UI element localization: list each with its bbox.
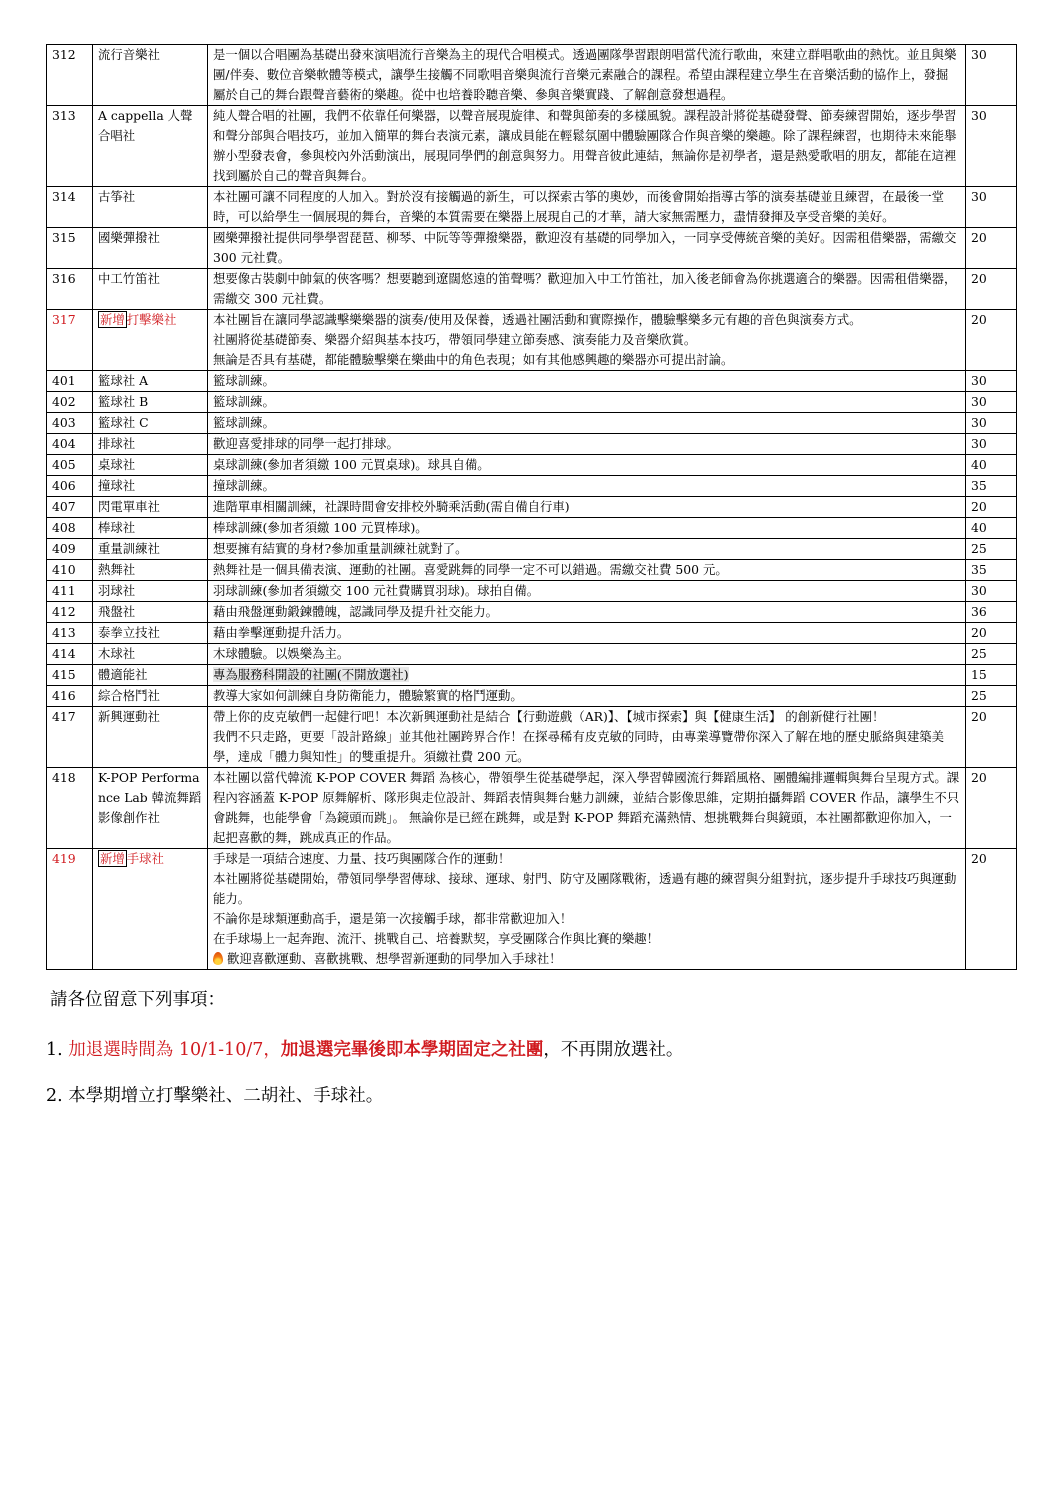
club-description	[208, 228, 966, 269]
description-paragraph	[213, 330, 960, 350]
club-name: 中工竹笛社	[98, 271, 160, 286]
description-paragraph	[213, 518, 960, 538]
description-paragraph	[213, 665, 960, 685]
description-text: 專為服務科開設的社團(不開放選社)	[213, 667, 409, 682]
description-paragraph	[213, 45, 960, 105]
note-1-number: 1.	[46, 1040, 63, 1060]
table-row	[47, 707, 1017, 768]
club-name-cell	[93, 707, 208, 768]
description-paragraph	[213, 497, 960, 517]
club-name: 飛盤社	[98, 604, 136, 619]
club-code: 407	[47, 497, 93, 518]
club-capacity: 20	[966, 623, 1017, 644]
description-paragraph	[213, 849, 960, 869]
club-table	[46, 44, 1017, 970]
description-paragraph	[213, 539, 960, 559]
description-paragraph	[213, 929, 960, 949]
club-capacity: 30	[966, 187, 1017, 228]
club-capacity: 15	[966, 665, 1017, 686]
table-row	[47, 434, 1017, 455]
description-text: 在手球場上一起奔跑、流汗、挑戰自己、培養默契，享受團隊合作與比賽的樂趣！	[213, 931, 660, 946]
club-description	[208, 602, 966, 623]
description-text: 是一個以合唱團為基礎出發來演唱流行音樂為主的現代合唱模式。透過團隊學習跟朗唱當代流行歌曲，來建立群唱歌曲的熱忱。並且與樂團/伴奏、數位音樂軟體等模式，讓學生接觸不同歌唱音樂與流行音樂元素融合的課程。希望由課程建立學生在音樂活動的協作上，發掘屬於自己的舞台跟聲音藝術的樂趣。從中也培養聆聽音樂、參與音樂實踐、了解創意發想過程。	[213, 47, 957, 102]
club-name-cell	[93, 497, 208, 518]
club-name: 泰拳立技社	[98, 625, 160, 640]
description-paragraph	[213, 644, 960, 664]
club-capacity: 20	[966, 310, 1017, 371]
club-name: 撞球社	[98, 478, 136, 493]
club-code: 406	[47, 476, 93, 497]
club-code: 312	[47, 45, 93, 106]
description-text: 歡迎喜愛排球的同學一起打排球。	[213, 436, 399, 451]
club-name: 籃球社 B	[98, 394, 149, 409]
table-row	[47, 187, 1017, 228]
description-text: 純人聲合唱的社團，我們不依靠任何樂器，以聲音展現旋律、和聲與節奏的多樣風貌。課程設計將從基礎發聲、節奏練習開始，逐步學習和聲分部與合唱技巧，並加入簡單的舞台表演元素，讓成員能在輕鬆氛圍中體驗團隊合作與音樂的樂趣。除了課程練習，也期待未來能舉辦小型發表會，參與校內外活動演出，展現同學們的創意與努力。用聲音彼此連結，無論你是初學者，還是熱愛歌唱的朋友，都能在這裡找到屬於自己的聲音與舞台。	[213, 108, 957, 183]
description-paragraph	[213, 768, 960, 848]
table-row	[47, 455, 1017, 476]
club-capacity: 20	[966, 497, 1017, 518]
description-paragraph	[213, 350, 960, 370]
club-description	[208, 371, 966, 392]
table-row	[47, 476, 1017, 497]
description-paragraph	[213, 623, 960, 643]
table-row	[47, 45, 1017, 106]
note-item-1	[46, 1038, 1016, 1062]
description-paragraph	[213, 560, 960, 580]
club-description	[208, 455, 966, 476]
club-name: 新興運動社	[98, 709, 160, 724]
club-name-cell	[93, 106, 208, 187]
club-name-cell	[93, 623, 208, 644]
club-code: 413	[47, 623, 93, 644]
club-name-cell	[93, 644, 208, 665]
table-row	[47, 686, 1017, 707]
club-code: 403	[47, 413, 93, 434]
club-description	[208, 539, 966, 560]
club-capacity: 20	[966, 707, 1017, 768]
club-capacity: 20	[966, 849, 1017, 970]
note-1-emphasis: 加退選完畢後即本學期固定之社團	[280, 1040, 544, 1060]
club-name: 體適能社	[98, 667, 148, 682]
club-code: 411	[47, 581, 93, 602]
table-row	[47, 228, 1017, 269]
club-name-cell	[93, 228, 208, 269]
club-code: 417	[47, 707, 93, 768]
table-row	[47, 665, 1017, 686]
description-text: 想要擁有結實的身材?參加重量訓練社就對了。	[213, 541, 468, 556]
club-name: 排球社	[98, 436, 136, 451]
club-name: 重量訓練社	[98, 541, 160, 556]
club-name: 綜合格鬥社	[98, 688, 160, 703]
club-capacity: 30	[966, 45, 1017, 106]
description-paragraph	[213, 602, 960, 622]
description-paragraph	[213, 187, 960, 227]
table-row	[47, 413, 1017, 434]
description-text: 無論是否具有基礎，都能體驗擊樂在樂曲中的角色表現；如有其他感興趣的樂器亦可提出討論。	[213, 352, 734, 367]
club-code: 408	[47, 518, 93, 539]
club-capacity: 20	[966, 228, 1017, 269]
club-capacity: 40	[966, 455, 1017, 476]
club-description	[208, 686, 966, 707]
club-description	[208, 392, 966, 413]
club-description	[208, 187, 966, 228]
description-paragraph	[213, 869, 960, 909]
page	[46, 44, 1016, 1130]
club-name: 熱舞社	[98, 562, 136, 577]
club-description	[208, 413, 966, 434]
club-code: 404	[47, 434, 93, 455]
description-paragraph	[213, 228, 960, 268]
club-name-cell	[93, 581, 208, 602]
club-name-cell	[93, 392, 208, 413]
table-row	[47, 581, 1017, 602]
club-description	[208, 623, 966, 644]
description-text: 本社團將從基礎開始，帶領同學學習傳球、接球、運球、射門、防守及團隊戰術，透過有趣的練習與分組對抗，逐步提升手球技巧與運動能力。	[213, 871, 957, 906]
description-text: 藉由飛盤運動鍛鍊體魄，認識同學及提升社交能力。	[213, 604, 498, 619]
club-description	[208, 644, 966, 665]
club-name-cell	[93, 539, 208, 560]
club-capacity: 35	[966, 476, 1017, 497]
description-text: 進階單車相關訓練，社課時間會安排校外騎乘活動(需自備自行車)	[213, 499, 570, 514]
club-capacity: 25	[966, 539, 1017, 560]
description-text: 教導大家如何訓練自身防衛能力，體驗繁實的格鬥運動。	[213, 688, 523, 703]
club-code: 410	[47, 560, 93, 581]
new-badge: 新增	[100, 312, 125, 327]
club-description	[208, 581, 966, 602]
table-row	[47, 560, 1017, 581]
table-row	[47, 768, 1017, 849]
club-name-cell	[93, 665, 208, 686]
club-capacity: 30	[966, 434, 1017, 455]
description-text: 我們不只走路，更要「設計路線」並其他社團跨界合作！在探尋稀有皮克敏的同時，由專業導覽帶你深入了解在地的歷史脈絡與建築美學，達成「體力與知性」的雙重提升。須繳社費 200 元。	[213, 729, 945, 764]
club-name: 流行音樂社	[98, 47, 160, 62]
club-capacity: 30	[966, 371, 1017, 392]
description-paragraph	[213, 707, 960, 727]
description-paragraph	[213, 392, 960, 412]
description-paragraph	[213, 371, 960, 391]
description-paragraph	[213, 106, 960, 186]
note-1-period: 加退選時間為 10/1-10/7，	[68, 1040, 281, 1060]
club-name: 打擊樂社	[126, 312, 177, 327]
description-text: 手球是一項結合速度、力量、技巧與團隊合作的運動！	[213, 851, 511, 866]
table-row	[47, 623, 1017, 644]
club-name-cell	[93, 686, 208, 707]
description-paragraph	[213, 949, 960, 969]
description-text: 羽球訓練(參加者須繳交 100 元社費購買羽球)。球拍自備。	[213, 583, 540, 598]
description-paragraph	[213, 686, 960, 706]
table-row	[47, 371, 1017, 392]
club-name-cell	[93, 602, 208, 623]
club-name-cell	[93, 476, 208, 497]
club-description	[208, 707, 966, 768]
description-text: 撞球訓練。	[213, 478, 275, 493]
club-description	[208, 665, 966, 686]
club-name: 棒球社	[98, 520, 136, 535]
club-description	[208, 768, 966, 849]
club-capacity: 40	[966, 518, 1017, 539]
table-row	[47, 539, 1017, 560]
club-capacity: 36	[966, 602, 1017, 623]
club-name: 桌球社	[98, 457, 136, 472]
description-paragraph	[213, 476, 960, 496]
club-name-cell	[93, 310, 208, 371]
club-code: 313	[47, 106, 93, 187]
club-capacity: 30	[966, 581, 1017, 602]
description-text: 木球體驗。以娛樂為主。	[213, 646, 350, 661]
club-code: 412	[47, 602, 93, 623]
club-capacity: 30	[966, 106, 1017, 187]
note-item-2: 2. 本學期增立打擊樂社、二胡社、手球社。	[46, 1086, 384, 1106]
club-code: 416	[47, 686, 93, 707]
club-code: 402	[47, 392, 93, 413]
club-description	[208, 106, 966, 187]
club-capacity: 35	[966, 560, 1017, 581]
club-code: 419	[47, 849, 93, 970]
description-text: 籃球訓練。	[213, 373, 275, 388]
club-code: 415	[47, 665, 93, 686]
description-text: 籃球訓練。	[213, 394, 275, 409]
club-capacity: 30	[966, 392, 1017, 413]
club-name: 古筝社	[98, 189, 136, 204]
description-paragraph	[213, 413, 960, 433]
description-text: 帶上你的皮克敏們一起健行吧！本次新興運動社是結合【行動遊戲（AR)】、【城市探索】與【健康生活】 的創新健行社團！	[213, 709, 885, 724]
club-name: 籃球社 A	[98, 373, 149, 388]
club-name: A cappella 人聲合唱社	[98, 108, 193, 143]
club-name-cell	[93, 269, 208, 310]
table-row	[47, 497, 1017, 518]
club-name-cell	[93, 187, 208, 228]
club-description	[208, 45, 966, 106]
description-paragraph	[213, 269, 960, 309]
table-row	[47, 644, 1017, 665]
club-name: 閃電單車社	[98, 499, 160, 514]
description-text: 不論你是球類運動高手，還是第一次接觸手球，都非常歡迎加入！	[213, 911, 573, 926]
notes-section	[46, 988, 1016, 1108]
club-name-cell	[93, 371, 208, 392]
club-description	[208, 518, 966, 539]
note-1-rest: ，不再開放選社。	[543, 1040, 684, 1060]
club-code: 317	[47, 310, 93, 371]
club-description	[208, 560, 966, 581]
description-text: 桌球訓練(參加者須繳 100 元買桌球)。球具自備。	[213, 457, 490, 472]
club-name-cell	[93, 518, 208, 539]
description-paragraph	[213, 909, 960, 929]
club-name-cell	[93, 560, 208, 581]
club-code: 316	[47, 269, 93, 310]
club-name: 木球社	[98, 646, 136, 661]
club-capacity: 20	[966, 269, 1017, 310]
club-code: 314	[47, 187, 93, 228]
club-description	[208, 497, 966, 518]
description-text: 本社團旨在讓同學認識擊樂樂器的演奏/使用及保養，透過社團活動和實際操作，體驗擊樂多元有趣的音色與演奏方式。	[213, 312, 862, 327]
description-paragraph	[213, 455, 960, 475]
club-table-body	[47, 45, 1017, 970]
table-row	[47, 602, 1017, 623]
club-code: 401	[47, 371, 93, 392]
table-row	[47, 269, 1017, 310]
club-description	[208, 310, 966, 371]
club-capacity: 25	[966, 686, 1017, 707]
description-paragraph	[213, 581, 960, 601]
table-row	[47, 310, 1017, 371]
club-name-cell	[93, 849, 208, 970]
club-name-cell	[93, 434, 208, 455]
description-text: 藉由拳擊運動提升活力。	[213, 625, 350, 640]
club-name: 手球社	[126, 851, 164, 866]
club-name: 羽球社	[98, 583, 136, 598]
club-description	[208, 434, 966, 455]
club-code: 418	[47, 768, 93, 849]
club-code: 315	[47, 228, 93, 269]
description-text: 本社團可讓不同程度的人加入。對於沒有接觸過的新生，可以探索古筝的奧妙，而後會開始指導古筝的演奏基礎並且練習，在最後一堂時，可以給學生一個展現的舞台，音樂的本質需要在樂器上展現自己的才華，請大家無需壓力，盡情發揮及享受音樂的美好。	[213, 189, 945, 224]
table-row	[47, 106, 1017, 187]
club-capacity: 25	[966, 644, 1017, 665]
club-name: 籃球社 C	[98, 415, 149, 430]
table-row	[47, 849, 1017, 970]
description-paragraph	[213, 434, 960, 454]
new-badge: 新增	[100, 851, 125, 866]
club-description	[208, 476, 966, 497]
description-text: 熱舞社是一個具備表演、運動的社團。喜愛跳舞的同學一定不可以錯過。需繳交社費 500 元。	[213, 562, 728, 577]
description-text: 想要像古裝劇中帥氣的俠客嗎？想要聽到遼闊悠遠的笛聲嗎？歡迎加入中工竹笛社，加入後老師會為你挑選適合的樂器。因需租借樂器，需繳交 300 元社費。	[213, 271, 957, 306]
description-text: 國樂彈撥社提供同學學習琵琶、柳琴、中阮等等彈撥樂器，歡迎沒有基礎的同學加入，一同享受傳統音樂的美好。因需租借樂器，需繳交 300 元社費。	[213, 230, 957, 265]
club-name: K-POP Performance Lab 韓流舞蹈影像創作社	[98, 770, 202, 825]
club-name-cell	[93, 45, 208, 106]
club-code: 414	[47, 644, 93, 665]
club-name-cell	[93, 455, 208, 476]
description-text: 籃球訓練。	[213, 415, 275, 430]
description-paragraph	[213, 727, 960, 767]
club-code: 405	[47, 455, 93, 476]
notes-heading: 請各位留意下列事項：	[50, 990, 225, 1010]
club-capacity: 20	[966, 768, 1017, 849]
description-text: 棒球訓練(參加者須繳 100 元買棒球)。	[213, 520, 428, 535]
table-row	[47, 392, 1017, 413]
fire-icon	[213, 952, 223, 965]
club-capacity: 30	[966, 413, 1017, 434]
club-name-cell	[93, 413, 208, 434]
club-name: 國樂彈撥社	[98, 230, 160, 245]
club-description	[208, 849, 966, 970]
description-text: 本社團以當代韓流 K-POP COVER 舞蹈 為核心，帶領學生從基礎學起，深入學習韓國流行舞蹈風格、團體編排邏輯與舞台呈現方式。課程內容涵蓋 K-POP 原舞解析、隊形與走位設計、舞蹈表情與舞台魅力訓練，並結合影像思維，定期拍攝舞蹈 COVER 作品，讓學生不只會跳舞，也能學會「為鏡頭而跳」。 無論你是已經在跳舞，或是對 K-POP 舞蹈充滿熱情、想挑戰舞台與鏡頭，本社團都歡迎你加入，一起把喜歡的舞，跳成真正的作品。	[213, 770, 960, 845]
club-description	[208, 269, 966, 310]
description-text: 社團將從基礎節奏、樂器介紹與基本技巧，帶領同學建立節奏感、演奏能力及音樂欣賞。	[213, 332, 697, 347]
description-paragraph	[213, 310, 960, 330]
description-text: 歡迎喜歡運動、喜歡挑戰、想學習新運動的同學加入手球社！	[227, 951, 562, 966]
table-row	[47, 518, 1017, 539]
club-name-cell	[93, 768, 208, 849]
club-code: 409	[47, 539, 93, 560]
